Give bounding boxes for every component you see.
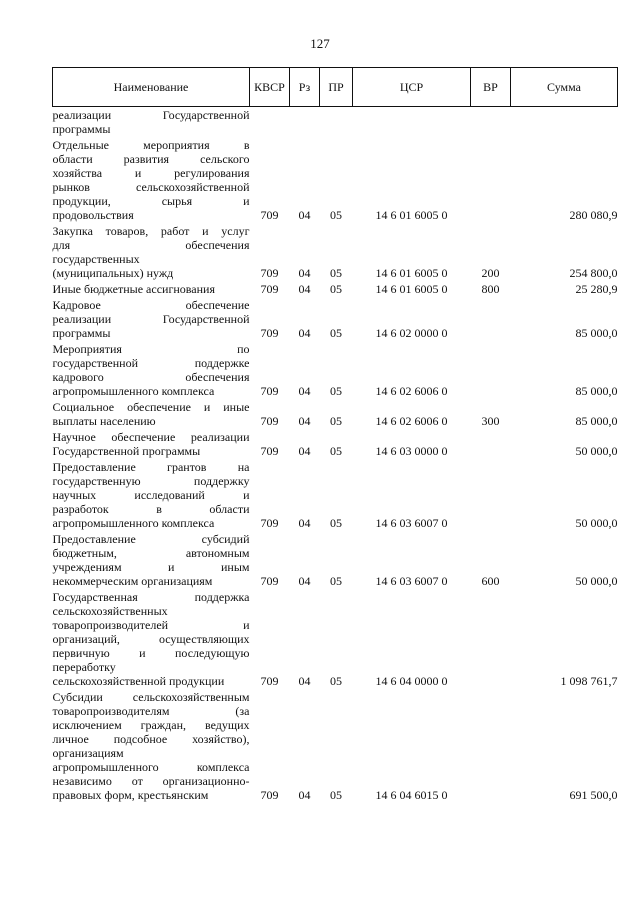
cell-csr: 14 6 03 6007 0 [375, 516, 448, 530]
row-name-line: исключением граждан, ведущих [52, 718, 250, 732]
row-name-line: программы [52, 122, 111, 136]
table-row [53, 689, 618, 803]
cell-vr: 800 [481, 282, 500, 296]
row-name-line: (муниципальных) нужд [52, 266, 174, 280]
table-row [53, 281, 618, 297]
cell-kvsr: 709 [260, 444, 279, 458]
row-name-line: области развития сельского [52, 152, 250, 166]
table-row [53, 297, 618, 341]
page-number: 127 [310, 36, 330, 51]
cell-csr: 14 6 03 0000 0 [375, 444, 448, 458]
cell-kvsr [250, 107, 290, 138]
row-name-line: учреждениям и иным [52, 560, 250, 574]
row-name-line: хозяйства и регулирования [52, 166, 250, 180]
table-row [53, 429, 618, 459]
row-name-line: Субсидии сельскохозяйственным [52, 690, 250, 704]
row-name [53, 429, 250, 459]
cell-csr: 14 6 01 6005 0 [375, 266, 448, 280]
cell-csr: 14 6 02 6006 0 [375, 414, 448, 428]
cell-kvsr: 709 [260, 208, 279, 222]
row-name [53, 107, 250, 138]
cell-pr: 05 [330, 414, 342, 428]
row-name-line: Социальное обеспечение и иные [52, 400, 250, 414]
row-name-line: продукции, сырья и [52, 194, 250, 208]
row-name-line: Отдельные мероприятия в [52, 138, 250, 152]
cell-sum: 280 080,9 [569, 208, 618, 222]
row-name-line: кадрового обеспечения [52, 370, 250, 384]
cell-csr: 14 6 02 6006 0 [375, 384, 448, 398]
row-name-line: правовых форм, крестьянским [52, 788, 209, 802]
cell-csr: 14 6 01 6005 0 [375, 282, 448, 296]
cell-rz: 04 [298, 674, 311, 688]
cell-rz: 04 [298, 266, 311, 280]
header-sum: Сумма [511, 68, 618, 107]
cell-vr: 600 [481, 574, 500, 588]
cell-rz: 04 [298, 208, 311, 222]
row-name-line: организациям [52, 746, 124, 760]
table-row [53, 531, 618, 589]
cell-pr: 05 [330, 674, 342, 688]
row-name-line: сельскохозяйственных [52, 604, 168, 618]
cell-sum: 254 800,0 [569, 266, 618, 280]
cell-kvsr: 709 [260, 266, 279, 280]
row-name-line: продовольствия [52, 208, 134, 222]
row-name [53, 341, 250, 399]
cell-kvsr: 709 [260, 788, 279, 802]
row-name [53, 223, 250, 281]
row-name-line: Мероприятия по [52, 342, 250, 356]
cell-pr: 05 [330, 444, 342, 458]
row-name-line: государственную поддержку [52, 474, 250, 488]
header-vr: ВР [471, 68, 511, 107]
cell-sum: 50 000,0 [575, 574, 618, 588]
row-name-line: некоммерческим организациям [52, 574, 213, 588]
cell-kvsr: 709 [260, 384, 279, 398]
cell-pr: 05 [330, 282, 342, 296]
row-name [53, 137, 250, 223]
row-name [53, 689, 250, 803]
cell-kvsr: 709 [260, 516, 279, 530]
header-name: Наименование [53, 68, 250, 107]
cell-sum: 50 000,0 [575, 516, 618, 530]
row-name-line: государственной поддержке [52, 356, 250, 370]
cell-sum: 25 280,9 [575, 282, 618, 296]
row-name-line: Государственной программы [52, 444, 201, 458]
row-name-line: выплаты населению [52, 414, 156, 428]
table-row [53, 399, 618, 429]
cell-vr [471, 589, 511, 689]
table-body [53, 107, 618, 804]
row-name-line: государственных [52, 252, 140, 266]
row-name-line: первичную и последующую [52, 646, 250, 660]
cell-kvsr: 709 [260, 326, 279, 340]
row-name [53, 531, 250, 589]
cell-rz: 04 [298, 788, 311, 802]
cell-sum: 1 098 761,7 [560, 674, 618, 688]
cell-vr: 300 [481, 414, 500, 428]
table-row [53, 223, 618, 281]
row-name [53, 281, 250, 297]
budget-table [52, 67, 618, 803]
cell-sum: 85 000,0 [575, 414, 618, 428]
cell-rz [290, 107, 320, 138]
row-name-line: Государственная поддержка [52, 590, 250, 604]
cell-kvsr: 709 [260, 574, 279, 588]
cell-pr: 05 [330, 208, 342, 222]
row-name-line: Кадровое обеспечение [52, 298, 250, 312]
cell-vr [471, 459, 511, 531]
row-name-line: разработок в области [52, 502, 250, 516]
row-name-line: для обеспечения [52, 238, 250, 252]
cell-kvsr: 709 [260, 414, 279, 428]
table-row [53, 341, 618, 399]
cell-sum: 50 000,0 [575, 444, 618, 458]
cell-pr: 05 [330, 516, 342, 530]
cell-sum: 85 000,0 [575, 384, 618, 398]
row-name-line: товаропроизводителей и [52, 618, 250, 632]
cell-csr [353, 107, 471, 138]
row-name-line: Иные бюджетные ассигнования [52, 282, 215, 296]
cell-kvsr: 709 [260, 674, 279, 688]
cell-vr [471, 689, 511, 803]
cell-pr: 05 [330, 788, 342, 802]
row-name-line: реализации Государственной [52, 108, 250, 122]
header-csr: ЦСР [353, 68, 471, 107]
row-name-line: Предоставление субсидий [52, 532, 250, 546]
header-pr: ПР [320, 68, 353, 107]
row-name-line: агропромышленного комплекса [52, 384, 215, 398]
row-name-line: сельскохозяйственной продукции [52, 674, 225, 688]
cell-csr: 14 6 04 6015 0 [375, 788, 448, 802]
cell-csr: 14 6 01 6005 0 [375, 208, 448, 222]
row-name-line: программы [52, 326, 111, 340]
row-name-line: агропромышленного комплекса [52, 516, 215, 530]
cell-sum [511, 107, 618, 138]
row-name-line: рынков сельскохозяйственной [52, 180, 250, 194]
cell-rz: 04 [298, 384, 311, 398]
row-name-line: товаропроизводителям (за [52, 704, 250, 718]
cell-csr: 14 6 02 0000 0 [375, 326, 448, 340]
row-name-line: переработку [52, 660, 116, 674]
table-row [53, 459, 618, 531]
row-name [53, 399, 250, 429]
cell-kvsr: 709 [260, 282, 279, 296]
row-name-line: научных исследований и [52, 488, 250, 502]
row-name-line: независимо от организационно- [52, 774, 250, 788]
cell-sum: 691 500,0 [569, 788, 618, 802]
header-rz: Рз [290, 68, 320, 107]
row-name-line: агропромышленного комплекса [52, 760, 250, 774]
cell-rz: 04 [298, 574, 311, 588]
row-name [53, 589, 250, 689]
cell-pr [320, 107, 353, 138]
header-kvsr: КВСР [250, 68, 290, 107]
row-name-line: Закупка товаров, работ и услуг [52, 224, 250, 238]
cell-pr: 05 [330, 574, 342, 588]
cell-vr [471, 107, 511, 138]
row-name-line: Предоставление грантов на [52, 460, 250, 474]
cell-pr: 05 [330, 384, 342, 398]
cell-rz: 04 [298, 414, 311, 428]
row-name-line: бюджетным, автономным [52, 546, 250, 560]
row-name-line: Научное обеспечение реализации [52, 430, 250, 444]
cell-vr [471, 297, 511, 341]
cell-rz: 04 [298, 516, 311, 530]
table-header-row [53, 68, 618, 107]
cell-rz: 04 [298, 326, 311, 340]
row-name [53, 297, 250, 341]
cell-vr [471, 341, 511, 399]
table-row [53, 137, 618, 223]
row-name [53, 459, 250, 531]
row-name-line: реализации Государственной [52, 312, 250, 326]
cell-csr: 14 6 03 6007 0 [375, 574, 448, 588]
cell-vr [471, 137, 511, 223]
cell-vr: 200 [481, 266, 500, 280]
table-row [53, 589, 618, 689]
cell-vr [471, 429, 511, 459]
cell-pr: 05 [330, 266, 342, 280]
table-row [53, 107, 618, 138]
row-name-line: организаций, осуществляющих [52, 632, 250, 646]
cell-csr: 14 6 04 0000 0 [375, 674, 448, 688]
cell-rz: 04 [298, 282, 311, 296]
cell-pr: 05 [330, 326, 342, 340]
cell-rz: 04 [298, 444, 311, 458]
cell-sum: 85 000,0 [575, 326, 618, 340]
row-name-line: личное подсобное хозяйство), [52, 732, 250, 746]
